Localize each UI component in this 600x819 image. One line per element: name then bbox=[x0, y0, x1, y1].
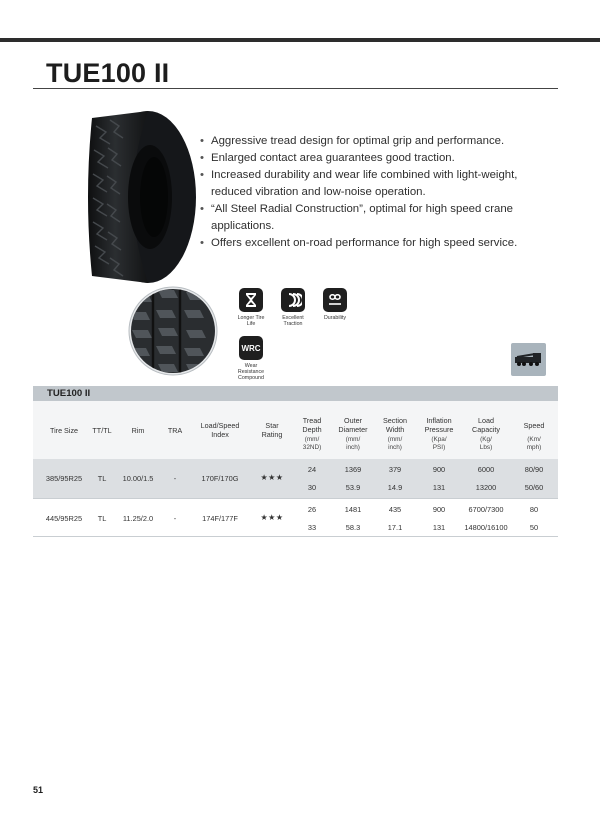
infinity-icon bbox=[323, 288, 347, 312]
cell-tread-mm: 26 bbox=[307, 505, 317, 514]
cell-inflation-psi: 131 bbox=[432, 483, 446, 492]
cell-tra: - bbox=[173, 514, 177, 523]
header-unit: (Km/ bbox=[527, 436, 541, 443]
badge-durability bbox=[318, 288, 352, 321]
cell-inflation-psi: 131 bbox=[432, 523, 446, 532]
cell-rim: 10.00/1.5 bbox=[122, 474, 154, 483]
header-star-rating: Star bbox=[265, 421, 279, 430]
tire-photo bbox=[78, 108, 198, 286]
cell-section-inch: 14.9 bbox=[387, 483, 403, 492]
cell-section-mm: 379 bbox=[388, 465, 402, 474]
feature-item: • Enlarged contact area guarantees good traction. bbox=[200, 150, 545, 167]
badge-excellent-traction bbox=[276, 288, 310, 327]
cell-rim: 11.25/2.0 bbox=[122, 514, 154, 523]
header-outer-diameter: Outer bbox=[344, 416, 362, 425]
cell-tt-tl: TL bbox=[97, 474, 107, 483]
header-load-capacity: Load bbox=[478, 416, 494, 425]
crane-vehicle-image bbox=[511, 343, 546, 376]
table-row bbox=[33, 459, 558, 498]
header-section-width: Width bbox=[385, 425, 405, 434]
page-title: TUE100 II bbox=[46, 58, 170, 88]
cell-load-lbs: 14800/16100 bbox=[464, 523, 508, 532]
title-divider bbox=[33, 88, 558, 89]
header-rim: Rim bbox=[131, 426, 145, 435]
cell-load-lbs: 13200 bbox=[475, 483, 497, 492]
header-tra: TRA bbox=[167, 426, 183, 435]
header-unit: (mm/ bbox=[304, 436, 320, 443]
feature-item: • “All Steel Radial Construction”, optimal for high speed crane applications. bbox=[200, 201, 545, 235]
wrc-icon: WRC bbox=[239, 336, 263, 360]
cell-load-kg: 6000 bbox=[477, 465, 495, 474]
header-load-speed: Index bbox=[211, 430, 229, 439]
table-title: TUE100 II bbox=[33, 386, 558, 401]
header-tt-tl: TT/TL bbox=[92, 426, 112, 435]
table-row bbox=[33, 498, 558, 537]
cell-tire-size: 385/95R25 bbox=[45, 474, 83, 483]
tread-closeup-photo bbox=[128, 286, 218, 376]
header-unit: Lbs) bbox=[479, 444, 493, 451]
top-rule bbox=[0, 38, 600, 42]
header-unit: (Kpa/ bbox=[431, 436, 447, 443]
cell-outer-inch: 58.3 bbox=[345, 523, 361, 532]
header-unit: PSI) bbox=[432, 444, 446, 451]
cell-tt-tl: TL bbox=[97, 514, 107, 523]
header-unit: (mm/ bbox=[387, 436, 403, 443]
cell-tire-size: 445/95R25 bbox=[45, 514, 83, 523]
cell-load-speed: 170F/170G bbox=[201, 474, 239, 483]
badge-label: Longer Tire Life bbox=[237, 315, 265, 328]
cell-load-speed: 174F/177F bbox=[202, 514, 238, 523]
header-speed: Speed bbox=[523, 421, 545, 430]
cell-speed-mph: 50/60 bbox=[524, 483, 544, 492]
badge-label: Excellent Traction bbox=[282, 315, 304, 328]
badge-wrc bbox=[232, 336, 270, 382]
feature-item: • Aggressive tread design for optimal grip and performance. bbox=[200, 133, 545, 150]
table-header bbox=[33, 401, 558, 459]
cell-tread-32nd: 30 bbox=[307, 483, 317, 492]
cell-section-mm: 435 bbox=[388, 505, 402, 514]
hourglass-icon bbox=[239, 288, 263, 312]
feature-list bbox=[200, 133, 545, 252]
badge-longer-tire-life bbox=[234, 288, 268, 327]
cell-tread-32nd: 33 bbox=[307, 523, 317, 532]
cell-outer-mm: 1481 bbox=[344, 505, 362, 514]
feature-item: • Increased durability and wear life combined with light-weight, reduced vibration and low-noise operation. bbox=[200, 167, 545, 201]
header-unit: inch) bbox=[388, 444, 402, 451]
header-outer-diameter: Diameter bbox=[338, 425, 368, 434]
header-section-width: Section bbox=[383, 416, 407, 425]
header-unit: 32ND) bbox=[302, 444, 322, 451]
feature-item: • Offers excellent on-road performance for high speed service. bbox=[200, 235, 545, 252]
cell-star-rating: ★★★ bbox=[260, 473, 284, 482]
header-tire-size: Tire Size bbox=[49, 426, 79, 435]
cell-load-kg: 6700/7300 bbox=[468, 505, 504, 514]
header-inflation-pressure: Inflation bbox=[426, 416, 452, 425]
badge-label: Wear Resistance Compound bbox=[237, 363, 265, 382]
cell-inflation-kpa: 900 bbox=[432, 505, 446, 514]
header-load-capacity: Capacity bbox=[472, 425, 500, 434]
page-number: 51 bbox=[33, 785, 44, 795]
header-tread-depth: Tread bbox=[302, 416, 322, 425]
cell-outer-mm: 1369 bbox=[344, 465, 362, 474]
cell-tread-mm: 24 bbox=[307, 465, 317, 474]
header-star-rating: Rating bbox=[261, 430, 283, 439]
cell-speed-mph: 50 bbox=[529, 523, 539, 532]
header-unit: (mm/ bbox=[345, 436, 361, 443]
header-unit: mph) bbox=[526, 444, 542, 451]
header-tread-depth: Depth bbox=[302, 425, 322, 434]
header-load-speed: Load/Speed bbox=[200, 421, 240, 430]
cell-tra: - bbox=[173, 474, 177, 483]
spec-table bbox=[33, 386, 558, 537]
cell-speed-kmh: 80 bbox=[529, 505, 539, 514]
cell-star-rating: ★★★ bbox=[260, 513, 284, 522]
cell-inflation-kpa: 900 bbox=[432, 465, 446, 474]
traction-icon bbox=[281, 288, 305, 312]
cell-section-inch: 17.1 bbox=[387, 523, 403, 532]
header-inflation-pressure: Pressure bbox=[424, 425, 454, 434]
cell-outer-inch: 53.9 bbox=[345, 483, 361, 492]
header-unit: inch) bbox=[346, 444, 360, 451]
header-unit: (Kg/ bbox=[480, 436, 492, 443]
cell-speed-kmh: 80/90 bbox=[524, 465, 544, 474]
badge-label: Durability bbox=[323, 315, 347, 321]
